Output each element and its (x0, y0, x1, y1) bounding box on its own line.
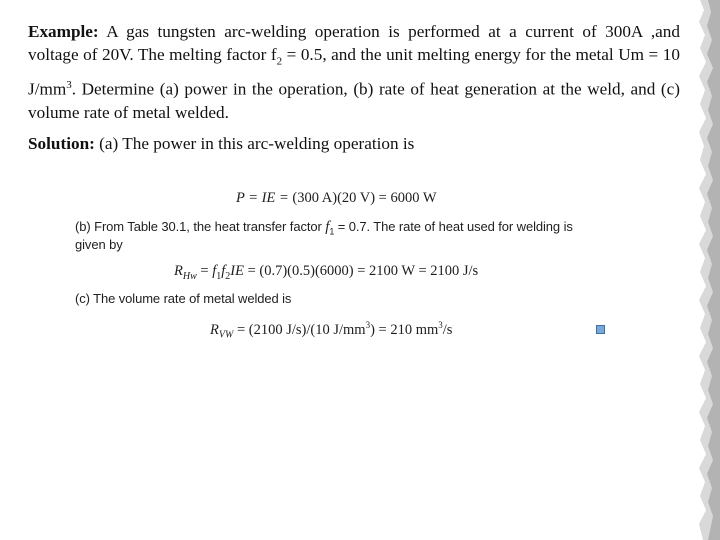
volume-rate-equation: $R_{VW} = (2100$ J/s)/(10 $J/mm^3) = 210$ $mm^3/s$ (210, 320, 453, 341)
example-body-1: A gas tungsten arc-welding operation is performed at a current of 300A ,and voltage of 20V. The melting factor f (28, 22, 680, 65)
part-b-line-2: given by (75, 237, 123, 252)
solution-text: (a) The power in this arc-welding operation is (94, 134, 415, 153)
end-of-proof-square-icon (596, 325, 605, 334)
solution-figure (72, 186, 632, 356)
mm-cubed-superscript: 3 (66, 79, 72, 92)
power-eq-rhs: (300 A)(20 V) = 6000 W (292, 190, 437, 206)
example-paragraph (28, 20, 680, 125)
part-b-line-1: (b) From Table 30.1, the heat transfer factor $f_1 = 0.7$. The rate of heat used for welding is (75, 219, 573, 237)
jagged-border-decoration (680, 0, 720, 540)
example-body-2: = 0.5, and the unit melting energy for the metal Um = 10 J/mm (28, 45, 680, 99)
power-equation (236, 190, 437, 207)
heat-rate-equation: $R_{Hw} = f_1f_2IE = (0.7)(0.5)(6000) = 2100$ W = 2100 J/s (174, 263, 479, 282)
example-heading: Example: (28, 22, 99, 41)
solution-paragraph (28, 132, 680, 155)
f2-subscript: 2 (276, 55, 283, 68)
part-c-line: (c) The volume rate of metal welded is (75, 291, 292, 306)
power-eq-lhs: P = IE = (236, 190, 293, 206)
solution-heading: Solution: (28, 134, 95, 153)
example-body-3: . Determine (a) power in the operation, (b) rate of heat generation at the weld, and (c) volume rate of metal welded. (28, 79, 680, 123)
